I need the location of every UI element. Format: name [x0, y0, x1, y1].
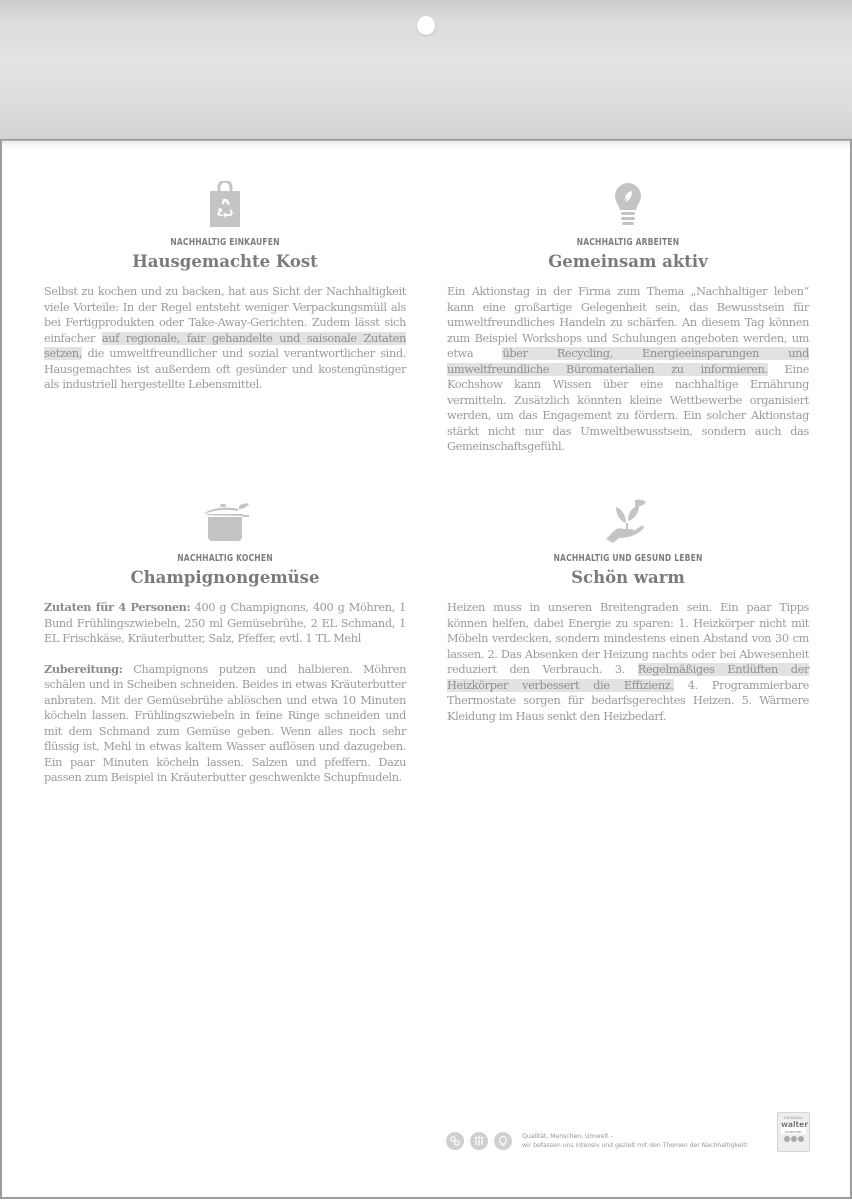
section-title: Champignongemüse — [130, 568, 320, 587]
section-kicker: NACHHALTIG EINKAUFEN — [170, 237, 280, 248]
section-work — [447, 181, 809, 470]
ingredients-text: 400 g Champignons, 400 g Möhren, 1 Bund Frühlingszwiebeln, 250 ml Gemüsebrühe, 2 EL Schmand, 1 EL Frischkäse, Kräuterbutter, Salz, Pfeffer, evtl. 1 TL Mehl — [44, 601, 406, 645]
footer-line-2: wir befassen uns intensiv und gezielt mit den Themen der Nachhaltigkeit! — [522, 1142, 749, 1149]
ingredients-paragraph — [44, 600, 406, 647]
text: Heizen muss in unseren Breitengraden sein. Ein paar Tipps können helfen, dabei Energie zu sparen: 1. Heizkörper nicht mit Möbeln verdecken, sondern mindestens einen Abstand von 30 cm lassen. 2. Das Absenken der Heizung nachts oder bei Abwesenheit reduziert den Verbrauch. 3. — [447, 601, 809, 676]
highlighted-text: Regelmäßiges Entlüften der Heizkörper verbessert die Effizienz. — [447, 663, 809, 692]
text: 4. Programmierbare Thermostate sorgen für bedarfsgerechtes Heizen. 5. Wärmere Kleidung im Haus senkt den Heizbedarf. — [447, 678, 809, 723]
walter-kalender-logo — [777, 1112, 810, 1152]
paragraph — [44, 284, 406, 393]
ingredients-label: Zutaten für 4 Personen: — [44, 600, 191, 614]
section-body — [44, 284, 406, 393]
section-body — [447, 284, 809, 455]
logo-brand: walter — [781, 1120, 808, 1129]
section-body — [447, 600, 809, 724]
footer-line-1: Qualität, Menschen, Umwelt – — [522, 1133, 614, 1140]
footer-text — [522, 1132, 748, 1150]
text: Ein Aktionstag in der Firma zum Thema „Nachhaltiger leben“ kann eine großartige Gelegenheit sein, das Bewusstsein für umweltfreundliches Handeln zu schärfen. An diesem Tag können zum Beispiel Workshops und Schulungen angeboten werden, um etwa — [447, 285, 809, 360]
hanging-hole — [417, 16, 435, 35]
text: Eine Kochshow kann Wissen über eine nachhaltige Ernährung vermitteln. Zusätzlich könnten kleine Wettbewerbe organisiert werden, um das Engagement zu fördern. Ein solcher Aktionstag stärkt nicht nur das Umweltbewusstsein, sondern auch das Gemeinschaftsgefühl. — [447, 362, 809, 453]
paragraph — [447, 600, 809, 724]
text: die umweltfreundlicher und sozial verantwortlicher sind. Hausgemachtes ist außerdem oft gesünder und kostengünstiger als industriell hergestellte Lebensmittel. — [44, 347, 406, 391]
section-title: Gemeinsam aktiv — [548, 252, 708, 271]
logo-dots — [778, 1136, 809, 1142]
section-title: Hausgemachte Kost — [132, 252, 318, 271]
section-living — [447, 497, 809, 739]
section-shopping — [44, 181, 406, 408]
recycle-bag-icon — [195, 181, 255, 231]
highlighted-text: auf regionale, fair gehandelte und saisonale Zutaten setzen, — [44, 331, 407, 360]
calendar-binding-band — [0, 0, 852, 140]
lightbulb-leaf-icon — [598, 181, 658, 231]
preparation-text: Champignons putzen und halbieren. Möhren schälen und in Scheiben schneiden. Beides in etwas Kräuterbutter anbraten. Mit der Gemüsebrühe ablöschen und etwa 10 Minuten köcheln lassen. Frühlingszwiebeln in feine Ringe schneiden und mit dem Schmand zum Gemüse geben. Wenn alles noch sehr flüssig ist, Mehl in etwas kaltem Wasser auflösen und dazugeben. Ein paar Minuten köcheln lassen. Salzen und pfeffern. Dazu passen zum Beispiel in Kräuterbutter geschwenkte Schupfnudeln. — [44, 662, 406, 784]
paragraph — [447, 284, 809, 455]
preparation-paragraph — [44, 662, 406, 786]
preparation-label: Zubereitung: — [44, 661, 123, 676]
quality-icon — [446, 1132, 464, 1150]
logo-sub: kalender — [781, 1129, 806, 1134]
cooking-pot-icon — [195, 497, 255, 547]
section-kicker: NACHHALTIG KOCHEN — [177, 553, 273, 564]
footer-icons — [446, 1132, 512, 1150]
section-body — [44, 600, 406, 786]
section-cooking — [44, 497, 406, 801]
text: Selbst zu kochen und zu backen, hat aus Sicht der Nachhaltigkeit viele Vorteile: In der Regel entsteht weniger Verpackungsmüll als bei Fertigprodukten oder Take-Away-Gerichten. Zudem lässt sich einfacher — [44, 285, 406, 345]
hand-plant-icon — [598, 497, 658, 547]
section-kicker: NACHHALTIG ARBEITEN — [576, 237, 680, 248]
section-kicker: NACHHALTIG UND GESUND LEBEN — [553, 553, 703, 564]
highlighted-text: über Recycling, Energieeinsparungen und umweltfreundliche Büromaterialien zu informieren. — [447, 347, 809, 376]
people-icon — [470, 1132, 488, 1150]
footer — [446, 1112, 810, 1154]
section-title: Schön warm — [571, 568, 685, 587]
lightbulb-icon — [494, 1132, 512, 1150]
logo-original-label: ORIGINAL — [783, 1116, 804, 1120]
